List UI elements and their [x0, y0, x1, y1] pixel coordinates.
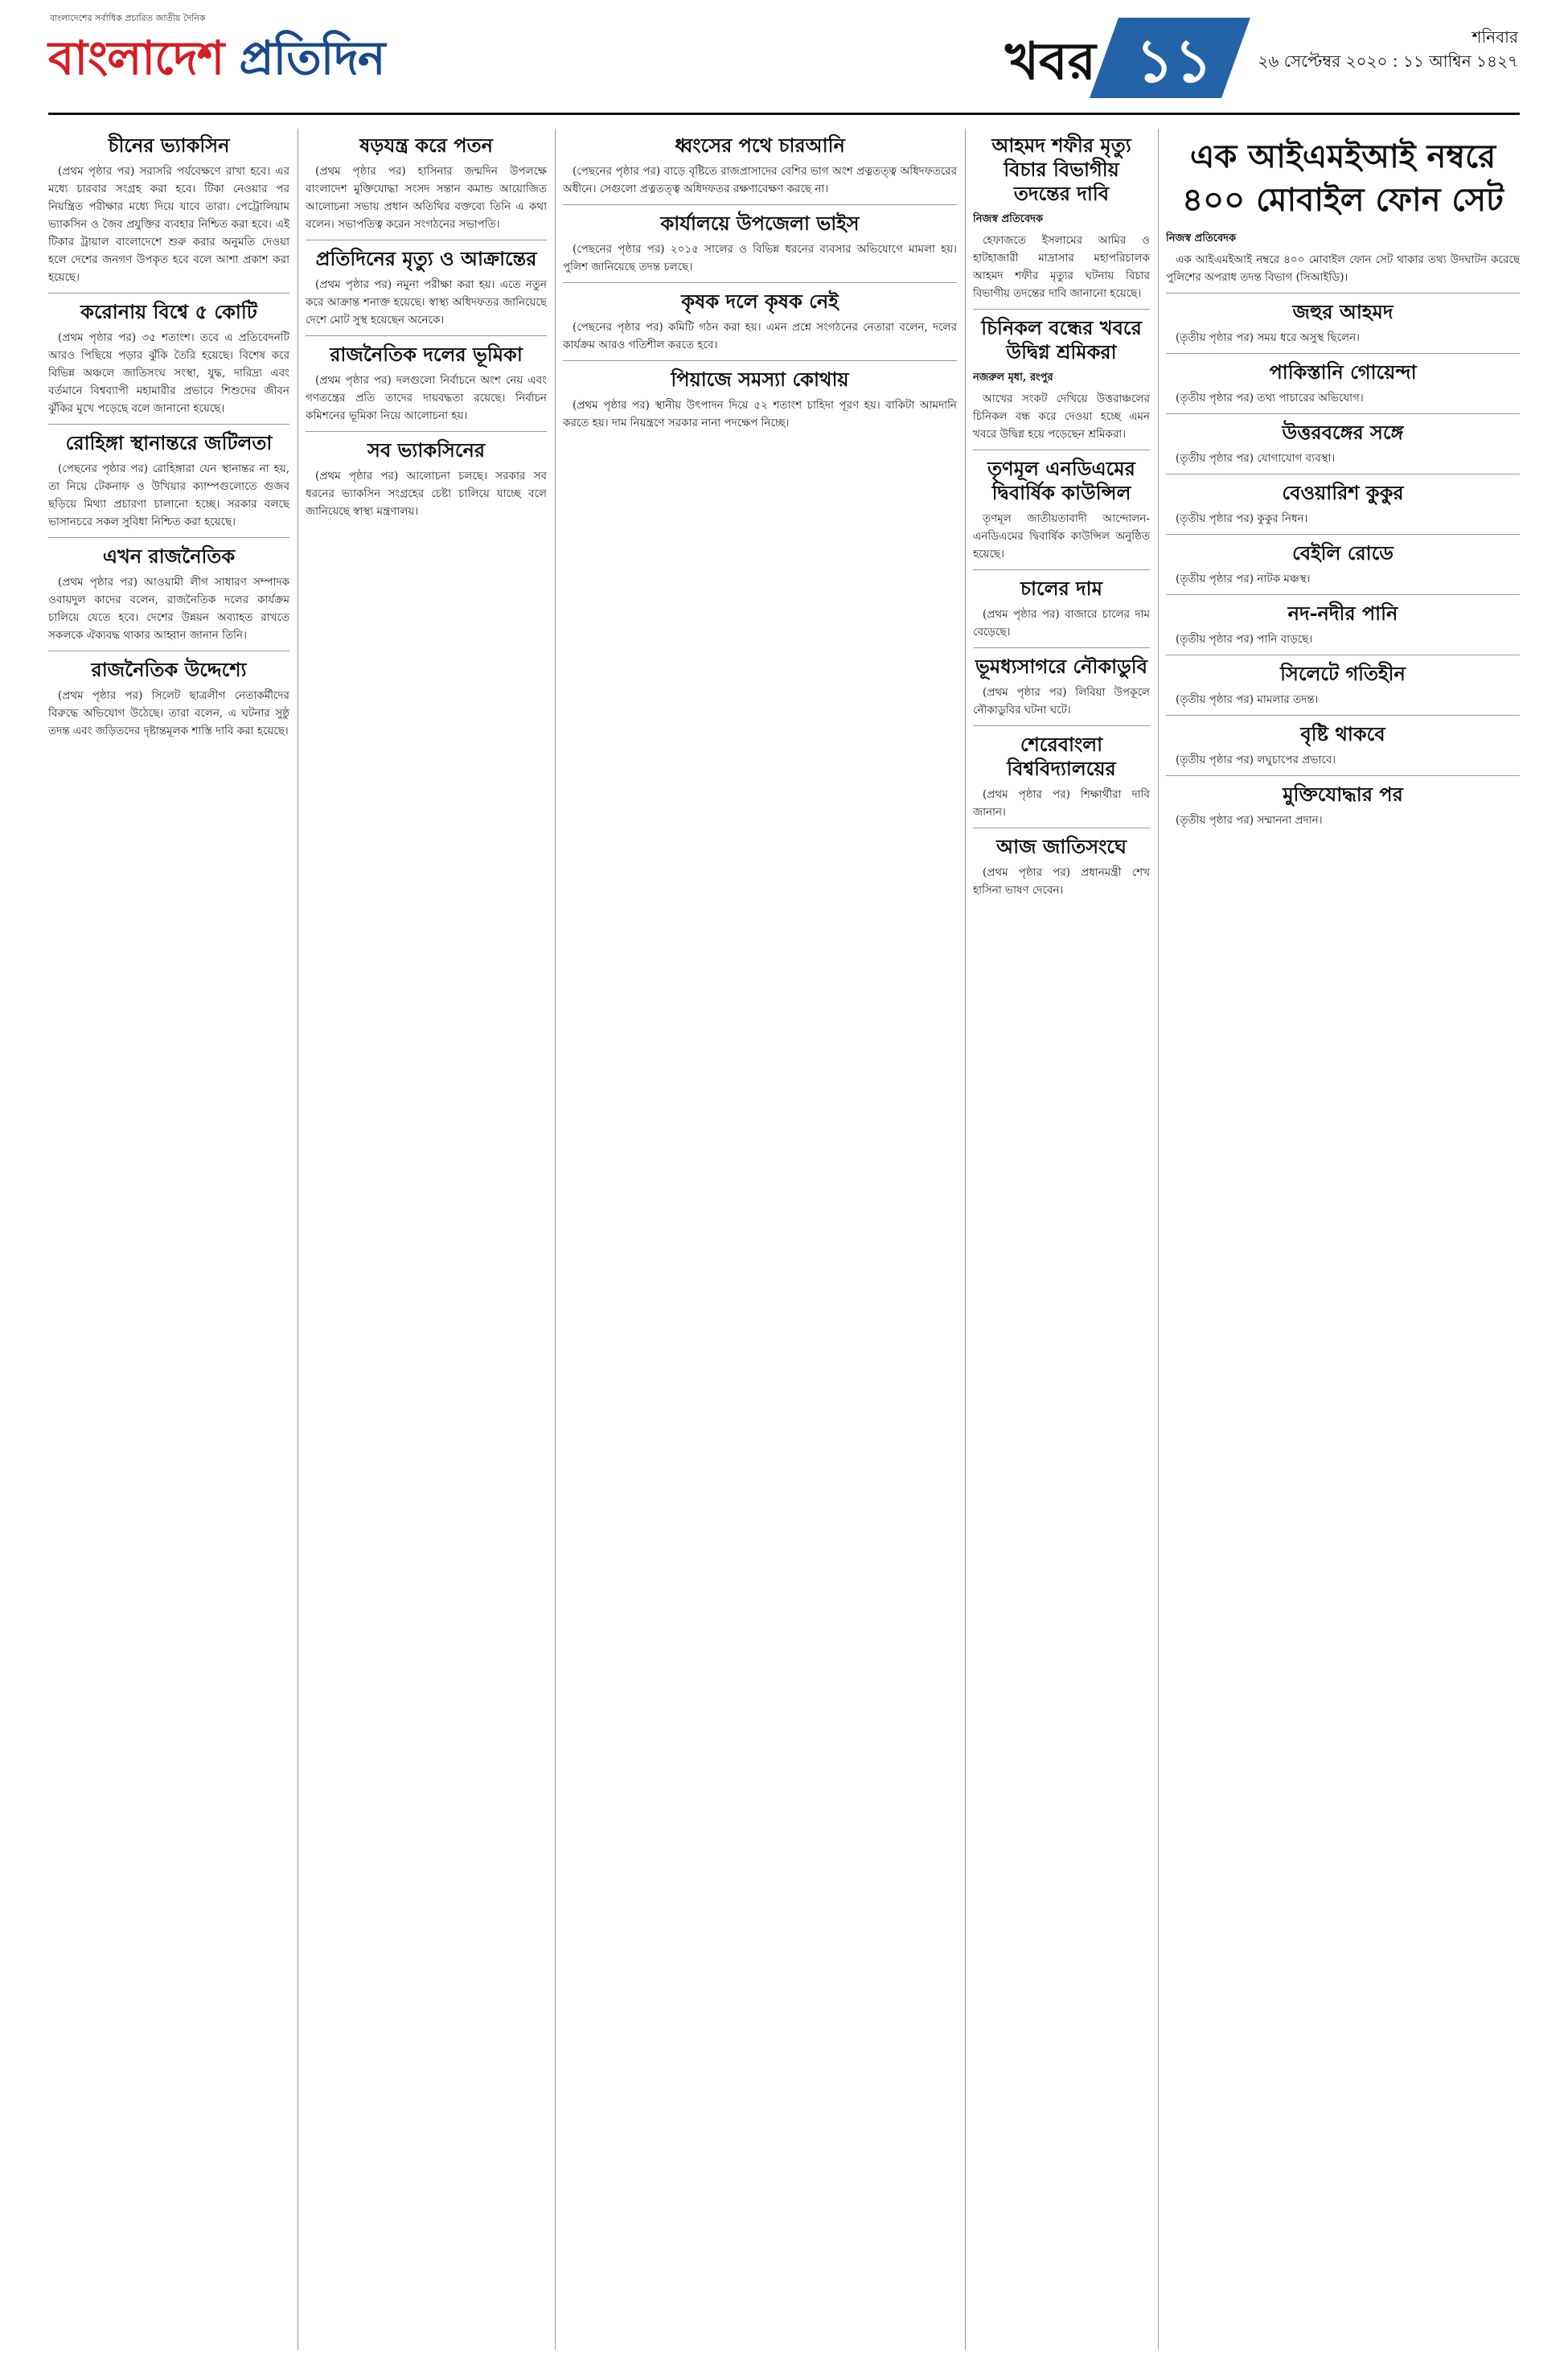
logo-tagline: বাংলাদেশের সর্বাধিক প্রচারিত জাতীয় দৈনিক: [50, 13, 206, 23]
article-body: আখের সংকট দেখিয়ে উত্তরাঞ্চলের চিনিকল বন্ধ করে দেওয়া হচ্ছে এমন খবরে উদ্বিগ্ন হয়ে পড়েছেন শ্রমিকরা।: [973, 392, 1150, 441]
headline[interactable]: ষড়যন্ত্র করে পতন: [359, 133, 493, 157]
divider: [1166, 534, 1520, 535]
article-body: (তৃতীয় পৃষ্ঠার পর) সময় ধরে অসুস্থ ছিলেন।: [1176, 331, 1360, 344]
divider: [1166, 775, 1520, 776]
column-2: [306, 129, 547, 2350]
article-body: (প্রথম পৃষ্ঠার পর) সরাসরি পর্যবেক্ষণে রাখা হবে। এর মধ্যে চারবার সংগ্রহ করা হবে। টিকা নেওয়ার পর নিয়ন্ত্রিত পরীক্ষার মধ্যে দিয়ে যাবে তারা। পেট্রোলিয়াম ভ্যাকসিন ও জৈব প্রযুক্তির ব্যবহার নিশ্চিত করা হবে। এই টিকার ট্রায়াল বাংলাদেশে শুরু করার অনুমতি দেওয়া হলে দেশের জনগণ উপকৃত হবে বলে আশা প্রকাশ করা হয়েছে।: [48, 165, 289, 284]
headline[interactable]: সিলেটে গতিহীন: [1280, 662, 1406, 685]
headline[interactable]: চালের দাম: [1020, 577, 1102, 600]
weekday: শনিবার: [1472, 27, 1518, 47]
headline[interactable]: পাকিস্তানি গোয়েন্দা: [1269, 360, 1417, 384]
article-body: (পেছনের পৃষ্ঠার পর) রোহিঙ্গারা যেন স্থানান্তর না হয়, তা নিয়ে টেকনাফ ও উখিয়ার ক্যাম্পগুলোতে গুজব ছড়িয়ে মিথ্যা প্রচারণা চালানো হচ্ছে। সরকার বলছে ভাসানচরে সকল সুবিধা নিশ্চিত করা হয়েছে।: [48, 462, 289, 528]
article-body: (প্রথম পৃষ্ঠার পর) হাসিনার জন্মদিন উপলক্ষে বাংলাদেশ মুক্তিযোদ্ধা সংসদ সন্তান কমান্ড আয়োজিত আলোচনা সভায় প্রধান অতিথির বক্তব্যে তিনি এ কথা বলেন। সভাপতিত্ব করেন সংগঠনের সভাপতি।: [306, 165, 547, 231]
article-body: (প্রথম পৃষ্ঠার পর) লিবিয়া উপকূলে নৌকাডুবির ঘটনা ঘটে।: [973, 686, 1150, 717]
divider: [563, 282, 957, 283]
divider: [973, 647, 1150, 648]
article-body: (তৃতীয় পৃষ্ঠার পর) পানি বাড়ছে।: [1176, 633, 1313, 646]
headline[interactable]: বেইলি রোডে: [1292, 541, 1394, 565]
article-body: (প্রথম পৃষ্ঠার পর) নমুনা পরীক্ষা করা হয়। এতে নতুন করে আক্রান্ত শনাক্ত হয়েছে। স্বাস্থ্য অধিদফতর জানিয়েছে দেশে মোট সুস্থ হয়েছেন অনেকে।: [306, 278, 547, 327]
article-body: (প্রথম পৃষ্ঠার পর) দলগুলো নির্বাচনে অংশ নেয় এবং গণতন্ত্রের প্রতি তাদের দায়বদ্ধতা রয়েছে। নির্বাচন কমিশনের ভূমিকা নিয়ে আলোচনা হয়।: [306, 374, 547, 422]
article-body: (প্রথম পৃষ্ঠার পর) প্রধানমন্ত্রী শেখ হাসিনা ভাষণ দেবেন।: [973, 866, 1150, 897]
headline[interactable]: সব ভ্যাকসিনের: [367, 438, 486, 462]
headline[interactable]: প্রতিদিনের মৃত্যু ও আক্রান্তের: [315, 247, 537, 270]
article-body: (পেছনের পৃষ্ঠার পর) কমিটি গঠন করা হয়। এমন প্রশ্নে সংগঠনের নেতারা বলেন, দলের কার্যক্রম আরও গতিশীল করতে হবে।: [563, 321, 957, 351]
headline[interactable]: পিয়াজে সমস্যা কোথায়: [671, 368, 849, 391]
headline[interactable]: চীনের ভ্যাকসিন: [108, 133, 230, 157]
masthead-rule: [48, 113, 1520, 115]
divider: [48, 537, 289, 538]
headline[interactable]: বৃষ্টি থাকবে: [1300, 722, 1385, 745]
divider: [1166, 353, 1520, 354]
headline[interactable]: এখন রাজনৈতিক: [102, 544, 236, 568]
divider: [563, 360, 957, 361]
logo-part2: প্রতিদিন: [239, 31, 385, 85]
newspaper-logo[interactable]: [48, 23, 384, 101]
article-body: (প্রথম পৃষ্ঠার পর) স্থানীয় উৎপাদন দিয়ে ৫২ শতাংশ চাহিদা পূরণ হয়। বাকিটা আমদানি করতে হয়। দাম নিয়ন্ত্রণে সরকার নানা পদক্ষেপ নিচ্ছে।: [563, 399, 957, 429]
divider: [973, 725, 1150, 726]
divider: [1166, 594, 1520, 595]
article-body: (তৃতীয় পৃষ্ঠার পর) সম্মাননা প্রদান।: [1176, 814, 1323, 827]
byline: নিজস্ব প্রতিবেদক: [973, 213, 1044, 225]
divider: [1166, 293, 1520, 294]
column-5: [1166, 129, 1520, 2350]
byline: নজরুল মৃধা, রংপুর: [973, 372, 1053, 384]
headline[interactable]: করোনায় বিশ্বে ৫ কোটি: [80, 300, 257, 323]
divider: [48, 293, 289, 294]
headline[interactable]: কৃষক দলে কৃষক নেই: [681, 290, 839, 313]
headline[interactable]: রাজনৈতিক উদ্দেশ্যে: [91, 658, 247, 681]
divider: [306, 335, 547, 336]
divider: [563, 204, 957, 205]
page-number: ১১: [1135, 27, 1213, 96]
headline[interactable]: মুক্তিযোদ্ধার পর: [1283, 782, 1403, 806]
headline[interactable]: শেরেবাংলা বিশ্ববিদ্যালয়ের: [1007, 733, 1116, 780]
headline[interactable]: উত্তরবঙ্গের সঙ্গে: [1282, 421, 1404, 444]
column-3: [563, 129, 957, 2350]
article-body: তৃণমূল জাতীয়তাবাদী আন্দোলন-এনডিএমের দ্বিবার্ষিক কাউন্সিল অনুষ্ঠিত হয়েছে।: [973, 512, 1150, 561]
headline[interactable]: জহুর আহমদ: [1292, 300, 1394, 323]
section-title: খবর: [1005, 31, 1096, 92]
article-body: এক আইএমইআই নম্বরে ৪০০ মোবাইল ফোন সেট থাকার তথ্য উদঘাটন করেছে পুলিশের অপরাধ তদন্ত বিভাগ (সিআইডি)।: [1166, 253, 1520, 284]
byline: নিজস্ব প্রতিবেদক: [1166, 232, 1237, 244]
headline[interactable]: আজ জাতিসংঘে: [996, 835, 1127, 858]
divider: [973, 569, 1150, 570]
article-body: (তৃতীয় পৃষ্ঠার পর) কুকুর নিধন।: [1176, 512, 1308, 525]
article-body: (প্রথম পৃষ্ঠার পর) শিক্ষার্থীরা দাবি জানান।: [973, 788, 1150, 819]
article-body: (প্রথম পৃষ্ঠার পর) বাজারে চালের দাম বেড়েছে।: [973, 608, 1150, 639]
article-body: (প্রথম পৃষ্ঠার পর) আলোচনা চলছে। সরকার সব ধরনের ভ্যাকসিন সংগ্রহের চেষ্টা চালিয়ে যাচ্ছে বলে জানিয়েছে স্বাস্থ্য মন্ত্রণালয়।: [306, 470, 547, 518]
column-rule: [1158, 129, 1159, 2350]
article-body: (প্রথম পৃষ্ঠার পর) সিলেট ছাত্রলীগ নেতাকর্মীদের বিরুদ্ধে অভিযোগ উঠেছে। তারা বলেন, এ ঘটনার সুষ্ঠু তদন্ত এবং জড়িতদের দৃষ্টান্তমূলক শাস্তি দাবি করা হয়েছে।: [48, 689, 289, 737]
article-body: (তৃতীয় পৃষ্ঠার পর) যোগাযোগ ব্যবস্থা।: [1176, 452, 1336, 465]
divider: [1166, 413, 1520, 414]
divider: [973, 309, 1150, 310]
headline[interactable]: নদ-নদীর পানি: [1287, 602, 1398, 625]
masthead: [0, 0, 1568, 121]
article-body: (পেছনের পৃষ্ঠার পর) ২০১৫ সালের ও বিভিন্ন ধরনের ব্যবসার অভিযোগে মামলা হয়। পুলিশ জানিয়েছে তদন্ত চলছে।: [563, 243, 957, 273]
headline[interactable]: কার্যালয়ে উপজেলা ভাইস: [660, 212, 860, 235]
logo-part1: বাংলাদেশ: [48, 31, 240, 85]
headline[interactable]: আহমদ শফীর মৃত্যু বিচার বিভাগীয় তদন্তের দাবি: [991, 133, 1131, 205]
headline[interactable]: ভূমধ্যসাগরে নৌকাডুবি: [975, 655, 1147, 678]
headline[interactable]: রাজনৈতিক দলের ভূমিকা: [330, 343, 523, 366]
article-body: (পেছনের পৃষ্ঠার পর) বাড়ে বৃষ্টিতে রাজপ্রাসাদের বেশির ভাগ অংশ প্রত্নতত্ত্ব অধিদফতরের অধীনে। সেগুলো প্রত্নতত্ত্ব অধিদফতর রক্ষণাবেক্ষণ করছে না।: [563, 165, 957, 195]
headline[interactable]: চিনিকল বন্ধের খবরে উদ্বিগ্ন শ্রমিকরা: [981, 316, 1142, 363]
article-body: হেফাজতে ইসলামের আমির ও হাটহাজারী মাদ্রাসার মহাপরিচালক আহমদ শফীর মৃত্যুর ঘটনায় বিচার বিভাগীয় তদন্তের দাবি জানানো হয়েছে।: [973, 234, 1150, 300]
article-body: (তৃতীয় পৃষ্ঠার পর) লঘুচাপের প্রভাবে।: [1176, 754, 1336, 766]
headline[interactable]: ধ্বংসের পথে চারআনি: [675, 133, 845, 157]
headline[interactable]: তৃণমূল এনডিএমের দ্বিবার্ষিক কাউন্সিল: [987, 457, 1135, 504]
divider: [48, 424, 289, 425]
divider: [1166, 715, 1520, 716]
headline[interactable]: রোহিঙ্গা স্থানান্তরে জটিলতা: [65, 431, 273, 454]
divider: [306, 431, 547, 432]
article-body: (প্রথম পৃষ্ঠার পর) আওয়ামী লীগ সাধারণ সম্পাদক ওবায়দুল কাদের বলেন, রাজনৈতিক দলের কার্যক্রম চালিয়ে যেতে হবে। দেশের উন্নয়ন অব্যাহত রাখতে সকলকে ঐক্যবদ্ধ থাকার আহ্বান জানান তিনি।: [48, 576, 289, 642]
article-body: (তৃতীয় পৃষ্ঠার পর) মামলার তদন্ত।: [1176, 693, 1319, 706]
date-line: ২৬ সেপ্টেম্বর ২০২০ : ১১ আশ্বিন ১৪২৭: [1258, 51, 1518, 71]
column-rule: [555, 129, 556, 2350]
article-body: (তৃতীয় পৃষ্ঠার পর) নাটক মঞ্চস্থ।: [1176, 573, 1311, 585]
column-1: [48, 129, 289, 2350]
article-body: (প্রথম পৃষ্ঠার পর) ৩৫ শতাংশ। তবে এ প্রতিবেদনটি আরও পিছিয়ে পড়ার ঝুঁকি তৈরি হয়েছে। বিশেষ করে বিভিন্ন অঞ্চলে জাতিসংঘ সংস্থা, যুদ্ধ, দারিদ্র্য এবং বর্তমানে বিশ্বব্যাপী মহামারীর প্রভাবে শিশুদের জীবন ঝুঁকির মুখে পড়েছে বলে জানানো হয়েছে।: [48, 331, 289, 415]
article-body: (তৃতীয় পৃষ্ঠার পর) তথ্য পাচারের অভিযোগ।: [1176, 392, 1364, 405]
headline[interactable]: বেওয়ারিশ কুকুর: [1282, 481, 1404, 504]
column-rule: [965, 129, 966, 2350]
lead-headline[interactable]: এক আইএমইআই নম্বরে ৪০০ মোবাইল ফোন সেট: [1182, 138, 1504, 219]
column-4: [973, 129, 1150, 2350]
